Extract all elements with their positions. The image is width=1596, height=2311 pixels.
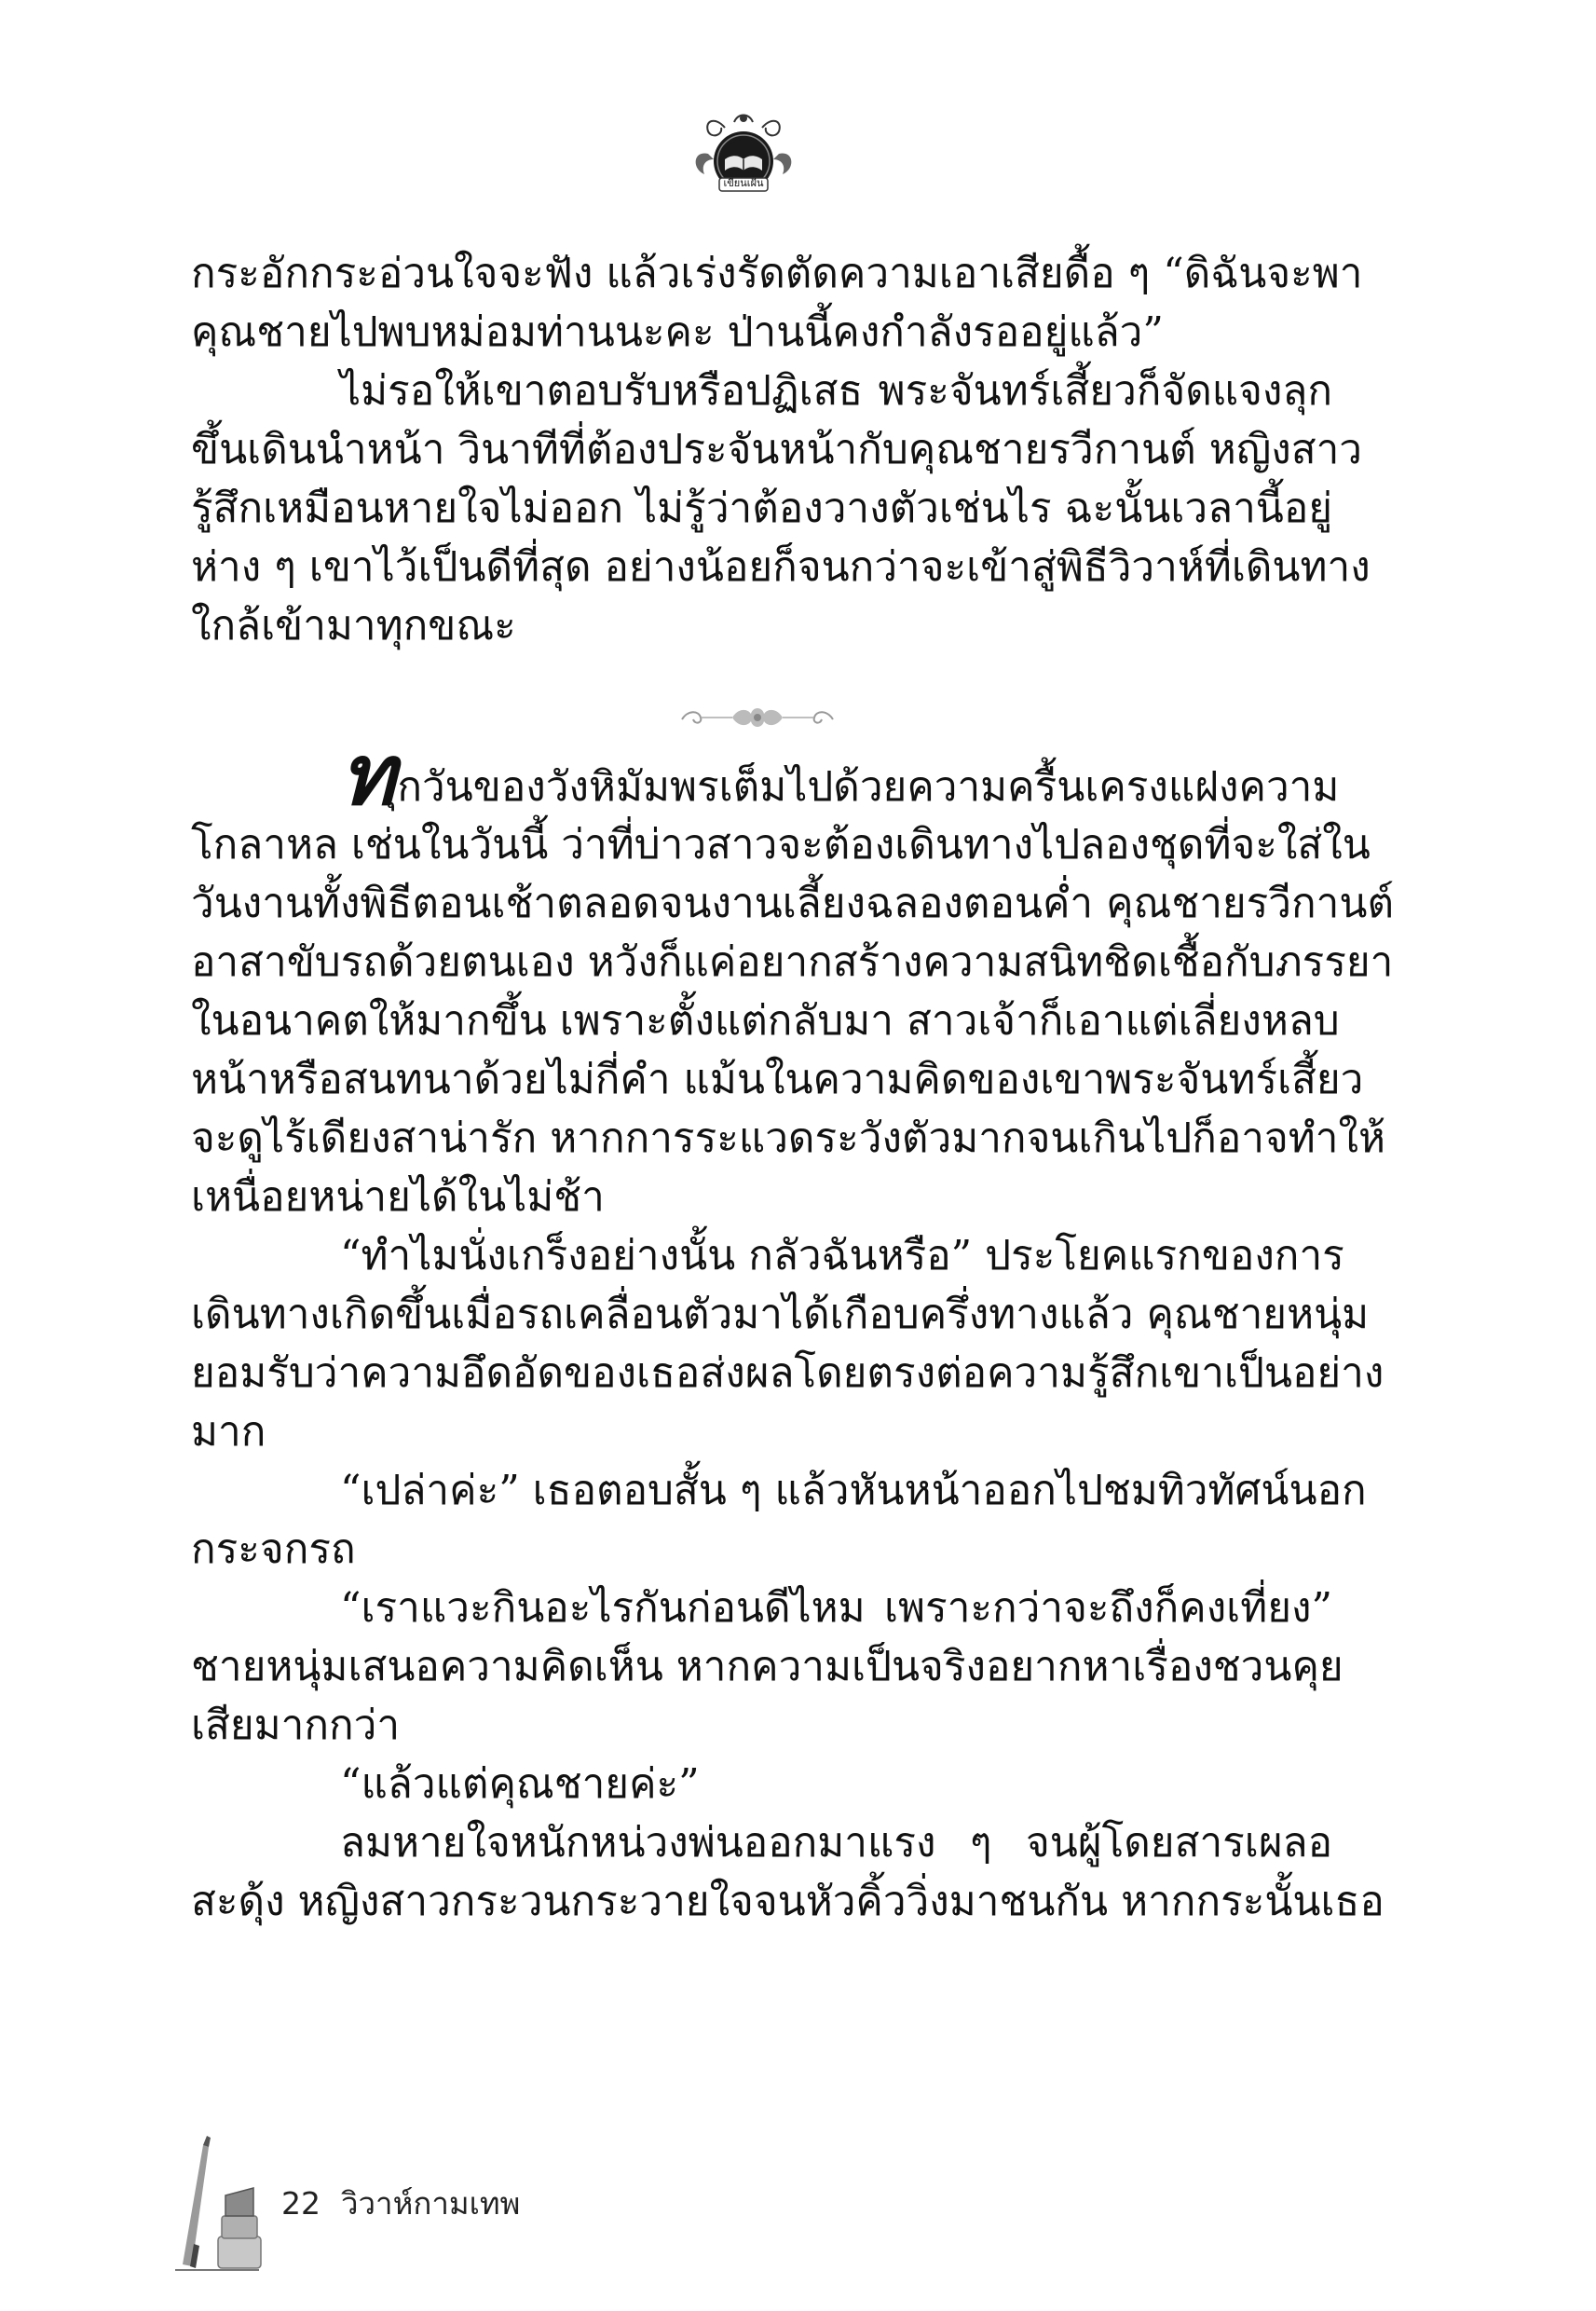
text-line: “เราแวะกินอะไรกันก่อนดีไหม เพราะกว่าจะถึงก็คงเที่ยง” <box>340 1584 1332 1632</box>
text-line: จะดูไร้เดียงสาน่ารัก หากการระแวดระวังตัวมากจนเกินไปก็อาจทำให้ <box>191 1114 1385 1162</box>
text-line: “ทำไมนั่งเกร็งอย่างนั้น กลัวฉันหรือ” ประโยคแรกของการ <box>340 1232 1344 1279</box>
text-line: “เปล่าค่ะ” เธอตอบสั้น ๆ แล้วหันหน้าออกไปชมทิวทัศน์นอก <box>340 1467 1367 1514</box>
page-number: 22 <box>281 2185 321 2222</box>
drop-cap: ท <box>340 726 396 825</box>
text-line: ลมหายใจหนักหน่วงพ่นออกมาแรง ๆ จนผู้โดยสารเผลอ <box>340 1819 1332 1867</box>
ornament-divider-icon <box>678 701 837 732</box>
first-line-rest: ุกวันของวังหิมัมพรเต็มไปด้วยความครื้นเครงแฝงความ <box>397 763 1340 811</box>
text-line: อาสาขับรถด้วยตนเอง หวังก็แค่อยากสร้างความสนิทชิดเชื้อกับภรรยา <box>191 938 1394 986</box>
text-line: เหนื่อยหน่ายได้ในไม่ช้า <box>191 1173 605 1221</box>
text-block-2 <box>191 726 1395 1931</box>
book-title: วิวาห์กามเทพ <box>341 2185 521 2222</box>
text-line: คุณชายไปพบหม่อมท่านนะคะ ป่านนี้คงกำลังรออยู่แล้ว” <box>191 308 1164 356</box>
page-footer <box>281 2179 520 2228</box>
text-line: วันงานทั้งพิธีตอนเช้าตลอดจนงานเลี้ยงฉลองตอนค่ำ คุณชายรวีกานต์ <box>191 880 1395 927</box>
text-line: รู้สึกเหมือนหายใจไม่ออก ไม่รู้ว่าต้องวางตัวเช่นไร ฉะนั้นเวลานี้อยู่ <box>191 485 1333 532</box>
text-line: สะดุ้ง หญิงสาวกระวนกระวายใจจนหัวคิ้ววิ่งมาชนกัน หากกระนั้นเธอ <box>191 1878 1385 1925</box>
text-line: หน้าหรือสนทนาด้วยไม่กี่คำ แม้นในความคิดของเขาพระจันทร์เสี้ยว <box>191 1056 1364 1103</box>
logo-text: เขียนเฝัน <box>723 177 764 189</box>
footer-lipstick-mascara-icon <box>166 2134 278 2274</box>
text-line: ในอนาคตให้มากขึ้น เพราะตั้งแต่กลับมา สาวเจ้าก็เอาแต่เลี่ยงหลบ <box>191 997 1340 1045</box>
text-line: กระจกรถ <box>191 1525 356 1573</box>
section-divider <box>678 701 837 732</box>
header-logo <box>688 107 799 200</box>
text-block-1 <box>191 244 1371 655</box>
text-line: มาก <box>191 1408 266 1456</box>
text-line: เดินทางเกิดขึ้นเมื่อรถเคลื่อนตัวมาได้เกือบครึ่งทางแล้ว คุณชายหนุ่ม <box>191 1291 1370 1338</box>
text-line: ยอมรับว่าความอึดอัดของเธอส่งผลโดยตรงต่อความรู้สึกเขาเป็นอย่าง <box>191 1349 1385 1397</box>
text-line: ชายหนุ่มเสนอความคิดเห็น หากความเป็นจริงอยากหาเรื่องชวนคุย <box>191 1643 1344 1690</box>
text-line: ไม่รอให้เขาตอบรับหรือปฏิเสธ พระจันทร์เสี้ยวก็จัดแจงลุก <box>340 367 1332 415</box>
text-line: ใกล้เข้ามาทุกขณะ <box>191 602 516 650</box>
text-line: ขึ้นเดินนำหน้า วินาทีที่ต้องประจันหน้ากับคุณชายรวีกานต์ หญิงสาว <box>191 426 1362 473</box>
text-line: กระอักกระอ่วนใจจะฟัง แล้วเร่งรัดตัดความเอาเสียดื้อ ๆ “ดิฉันจะพา <box>191 250 1363 297</box>
text-line: “แล้วแต่คุณชายค่ะ” <box>340 1760 700 1808</box>
text-line: ห่าง ๆ เขาไว้เป็นดีที่สุด อย่างน้อยก็จนกว่าจะเข้าสู่พิธีวิวาห์ที่เดินทาง <box>191 543 1371 591</box>
text-line-first <box>191 726 1340 825</box>
text-line: เสียมากกว่า <box>191 1702 401 1749</box>
text-line: โกลาหล เช่นในวันนี้ ว่าที่บ่าวสาวจะต้องเดินทางไปลองชุดที่จะใส่ใน <box>191 821 1371 868</box>
